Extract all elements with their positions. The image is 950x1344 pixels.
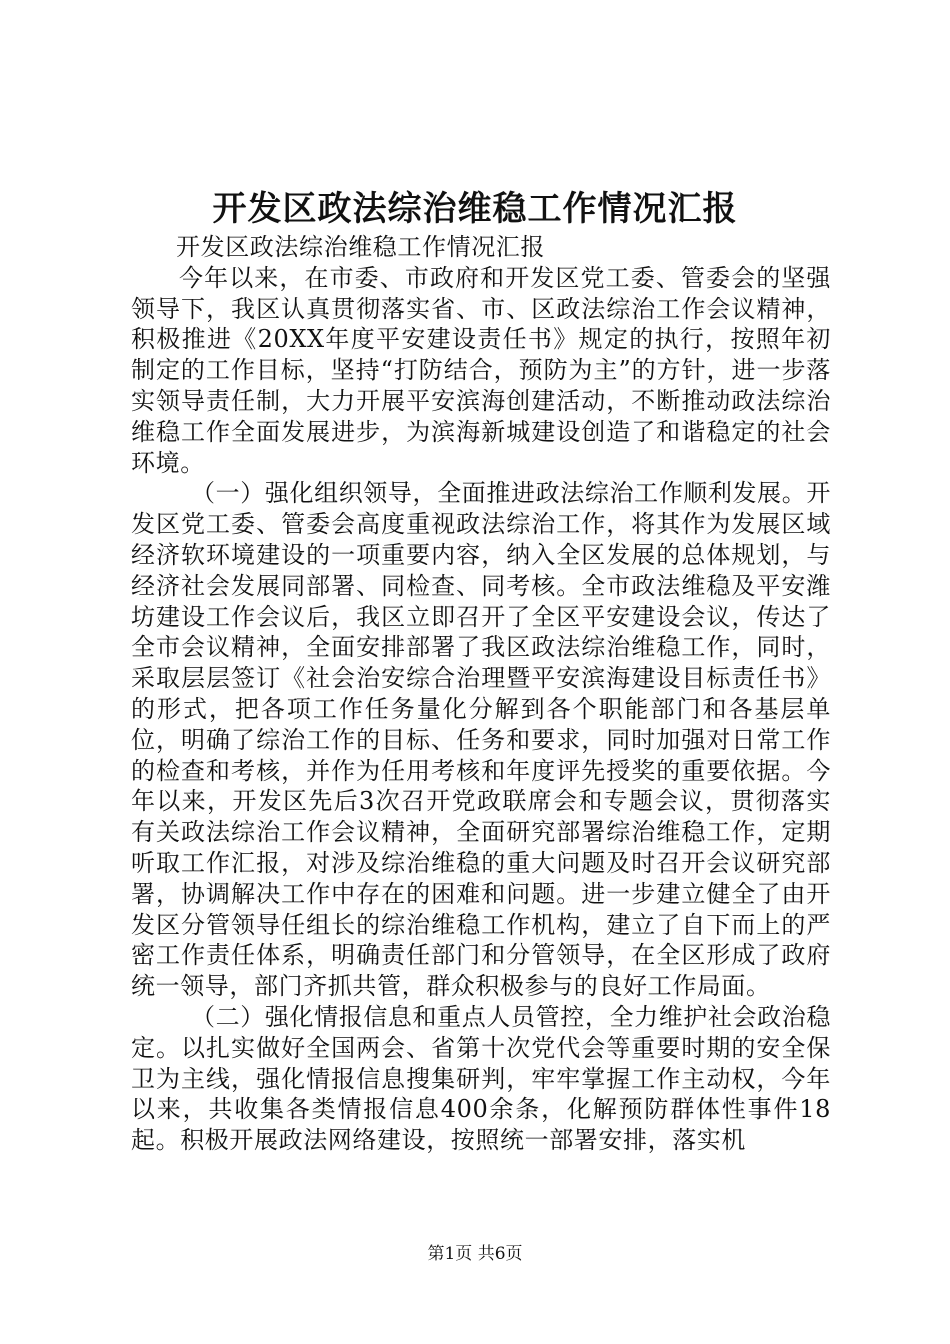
- paragraph-section-2: （二）强化情报信息和重点人员管控，全力维护社会政治稳定。以扎实做好全国两会、省第十次党代会等重要时期的安全保卫为主线，强化情报信息搜集研判，牢牢掌握工作主动权，今年以来，共收集各类情报信息400余条，化解预防群体性事件18起。积极开展政法网络建设，按照统一部署安排，落实机: [131, 1002, 831, 1155]
- page-footer: 第1页 共6页: [427, 1244, 523, 1264]
- document-body: [131, 232, 831, 1156]
- paragraph-section-1: （一）强化组织领导，全面推进政法综治工作顺利发展。开发区党工委、管委会高度重视政法综治工作，将其作为发展区域经济软环境建设的一项重要内容，纳入全区发展的总体规划，与经济社会发展同部署、同检查、同考核。全市政法维稳及平安潍坊建设工作会议后，我区立即召开了全区平安建设会议，传达了全市会议精神，全面安排部署了我区政法综治维稳工作，同时，采取层层签订《社会治安综合治理暨平安滨海建设目标责任书》的形式，把各项工作任务量化分解到各个职能部门和各基层单位，明确了综治工作的目标、任务和要求，同时加强对日常工作的检查和考核，并作为任用考核和年度评先授奖的重要依据。今年以来，开发区先后3次召开党政联席会和专题会议，贯彻落实有关政法综治工作会议精神，全面研究部署综治维稳工作，定期听取工作汇报，对涉及综治维稳的重大问题及时召开会议研究部署，协调解决工作中存在的困难和问题。进一步建立健全了由开发区分管领导任组长的综治维稳工作机构，建立了自下而上的严密工作责任体系，明确责任部门和分管领导，在全区形成了政府统一领导，部门齐抓共管，群众积极参与的良好工作局面。: [131, 479, 831, 1001]
- document-title: 开发区政法综治维稳工作情况汇报: [212, 189, 738, 229]
- paragraph-intro: 今年以来，在市委、市政府和开发区党工委、管委会的坚强领导下，我区认真贯彻落实省、市、区政法综治工作会议精神，积极推进《20XX年度平安建设责任书》规定的执行，按照年初制定的工作目标，坚持“打防结合，预防为主”的方针，进一步落实领导责任制，大力开展平安滨海创建活动，不断推动政法综治维稳工作全面发展进步，为滨海新城建设创造了和谐稳定的社会环境。: [131, 263, 831, 477]
- document-subtitle: 开发区政法综治维稳工作情况汇报: [176, 233, 545, 261]
